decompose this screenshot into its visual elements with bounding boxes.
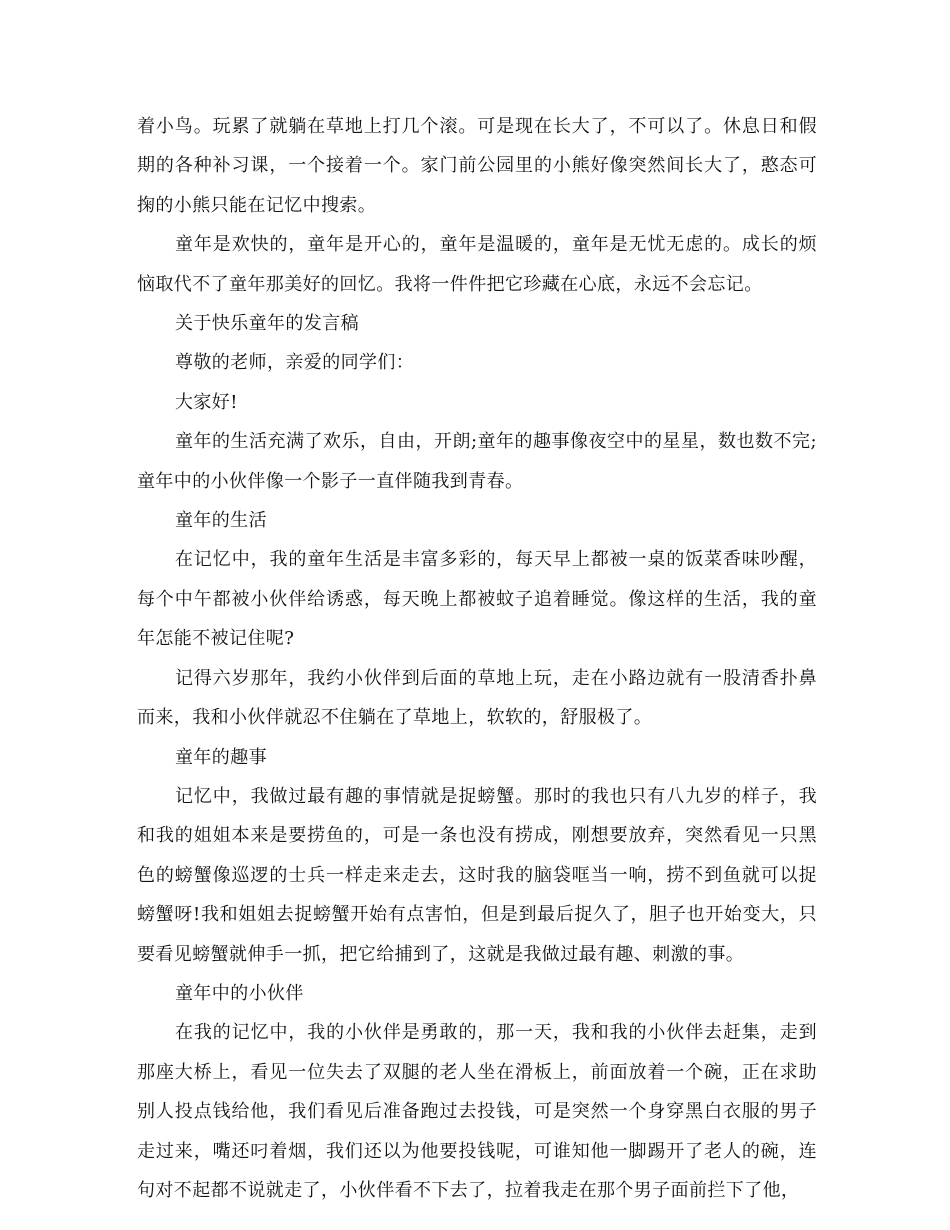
speech-title: 关于快乐童年的发言稿 bbox=[175, 313, 359, 335]
section-heading: 童年中的小伙伴 bbox=[175, 982, 304, 1004]
document-body bbox=[137, 107, 817, 1210]
paragraph: 记忆中，我做过最有趣的事情就是捉螃蟹。那时的我也只有八九岁的样子，我和我的姐姐本来是要捞鱼的，可是一条也没有捞成，刚想要放弃，突然看见一只黑色的螃蟹像巡逻的士兵一样走来走去，这时我的脑袋哐当一响，捞不到鱼就可以捉螃蟹呀!我和姐姐去捉螃蟹开始有点害怕，但是到最后捉久了，胆子也开始变大，只要看见螃蟹就伸手一抓，把它给捕到了，这就是我做过最有趣、刺激的事。 bbox=[137, 785, 817, 965]
section-heading: 童年的生活 bbox=[175, 510, 267, 532]
paragraph-continuation: 着小鸟。玩累了就躺在草地上打几个滚。可是现在长大了，不可以了。休息日和假期的各种补习课，一个接着一个。家门前公园里的小熊好像突然间长大了，憨态可掬的小熊只能在记忆中搜索。 bbox=[137, 116, 817, 216]
paragraph: 记得六岁那年，我约小伙伴到后面的草地上玩，走在小路边就有一股清香扑鼻而来，我和小伙伴就忍不住躺在了草地上，软软的，舒服极了。 bbox=[137, 667, 817, 729]
section-heading: 童年的趣事 bbox=[175, 746, 267, 768]
paragraph: 在我的记忆中，我的小伙伴是勇敢的，那一天，我和我的小伙伴去赶集，走到那座大桥上，看见一位失去了双腿的老人坐在滑板上，前面放着一个碗，正在求助别人投点钱给他，我们看见后准备跑过去投钱，可是突然一个身穿黑白衣服的男子走过来，嘴还叼着烟，我们还以为他要投钱呢，可谁知他一脚踢开了老人的碗，连句对不起都不说就走了，小伙伴看不下去了，拉着我走在那个男子面前拦下了他， bbox=[137, 1022, 817, 1201]
paragraph: 在记忆中，我的童年生活是丰富多彩的，每天早上都被一桌的饭菜香味吵醒，每个中午都被小伙伴给诱惑，每天晚上都被蚊子追着睡觉。像这样的生活，我的童年怎能不被记住呢? bbox=[137, 549, 817, 650]
paragraph: 童年是欢快的，童年是开心的，童年是温暖的，童年是无忧无虑的。成长的烦恼取代不了童年那美好的回忆。我将一件件把它珍藏在心底，永远不会忘记。 bbox=[137, 234, 817, 295]
paragraph: 童年的生活充满了欢乐，自由，开朗;童年的趣事像夜空中的星星，数也数不完;童年中的小伙伴像一个影子一直伴随我到青春。 bbox=[137, 431, 817, 492]
greeting: 大家好! bbox=[175, 391, 238, 413]
salutation: 尊敬的老师，亲爱的同学们： bbox=[175, 352, 415, 374]
